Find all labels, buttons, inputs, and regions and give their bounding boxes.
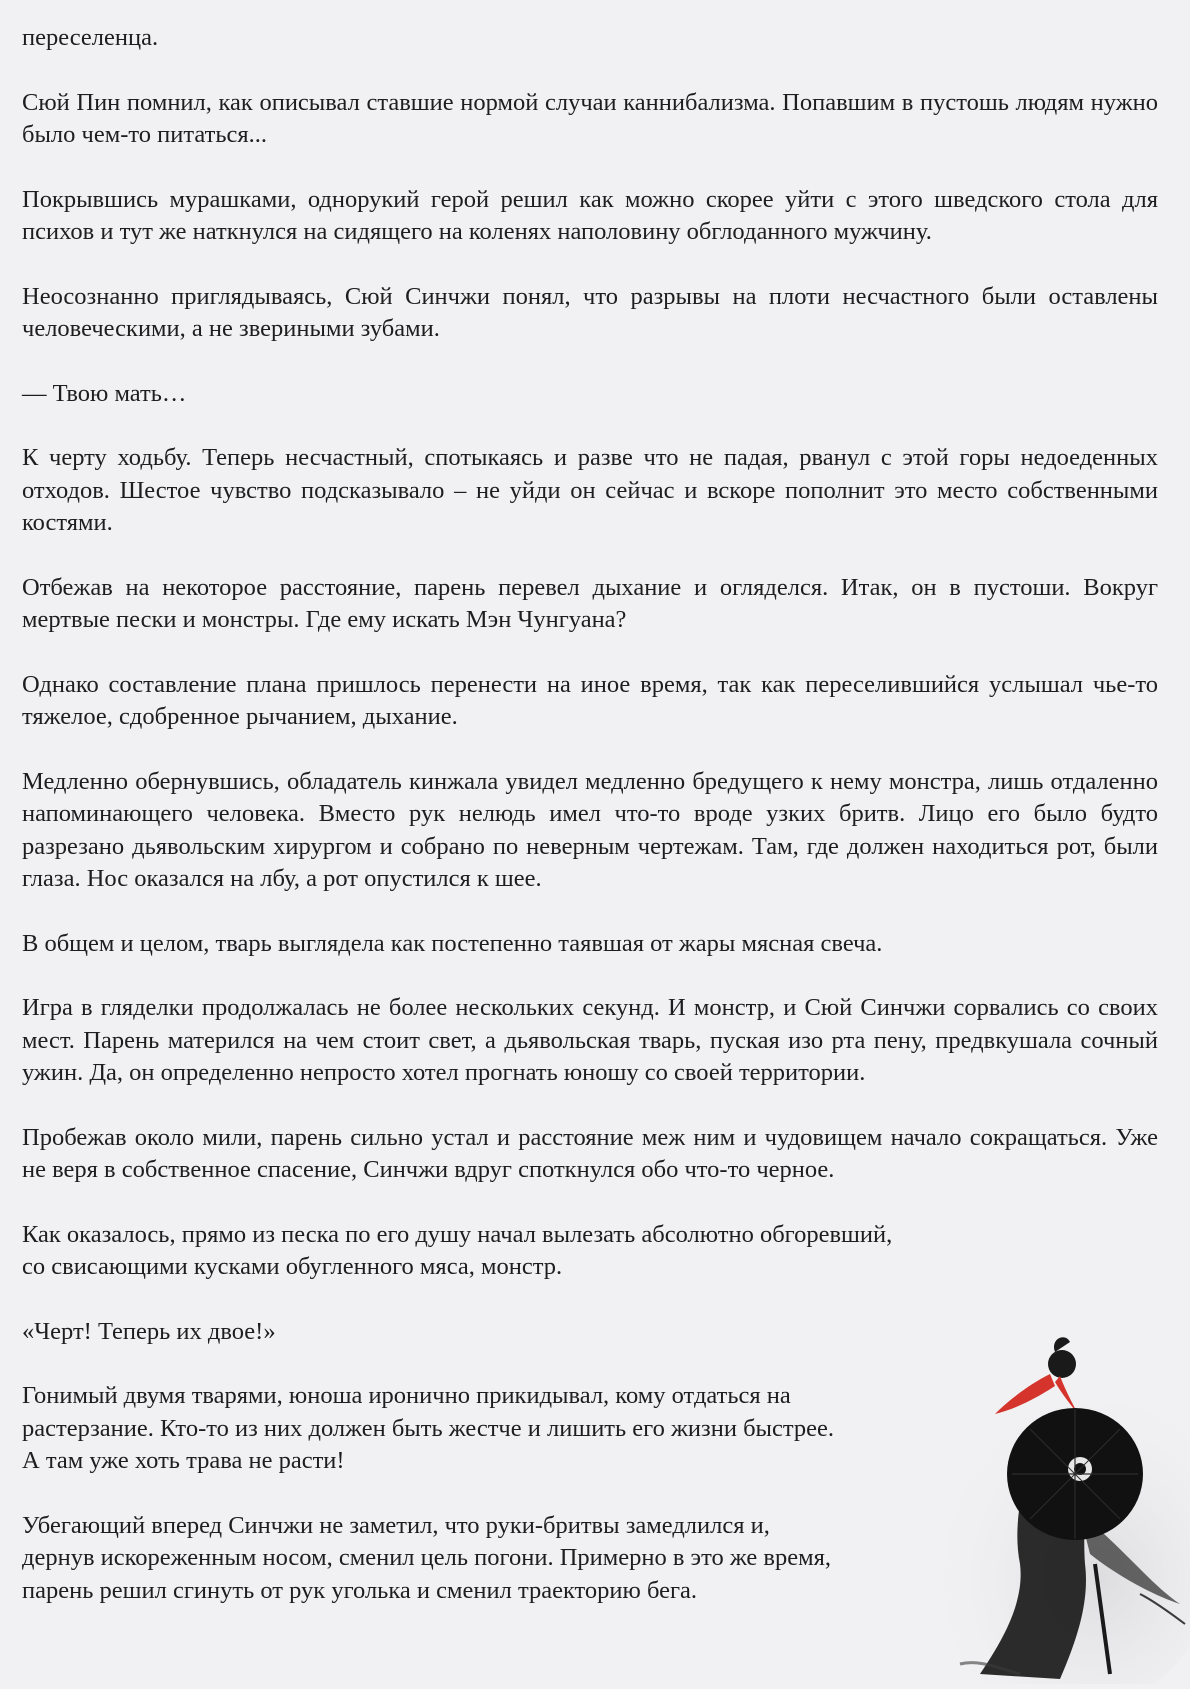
paragraph: Сюй Пин помнил, как описывал ставшие нормой случаи каннибализма. Попавшим в пустошь людям нужно было чем-то питаться... [22,88,1158,148]
paragraph: Как оказалось, прямо из песка по его душу начал вылезать абсолютно обгоревший, со свисающими кусками обугленного мяса, монстр. [22,1220,893,1280]
paragraph: Неосознанно приглядываясь, Сюй Синчжи понял, что разрывы на плоти несчастного были оставлены человеческими, а не звериными зубами. [22,282,1158,342]
paragraph: К черту ходьбу. Теперь несчастный, спотыкаясь и разве что не падая, рванул с этой горы недоеденных отходов. Шестое чувство подсказывало – не уйди он сейчас и вскоре пополнит это место собственными костями. [22,444,1158,536]
paragraph: Однако составление плана пришлось перенести на иное время, так как переселившийся услышал чье-то тяжелое, сдобренное рычанием, дыхание. [22,670,1158,730]
paragraph: Покрывшись мурашками, однорукий герой решил как можно скорее уйти с этого шведского стола для психов и тут же наткнулся на сидящего на коленях наполовину обглоданного мужчину. [22,185,1158,245]
paragraph: Игра в гляделки продолжалась не более нескольких секунд. И монстр, и Сюй Синчжи сорвались со своих мест. Парень матерился на чем стоит свет, а дьявольская тварь, пуская изо рта пену, предвкушала сочный ужин. Да, он определенно непросто хотел прогнать юношу со своей территории. [22,994,1158,1086]
paragraph-exclamation: — Твою мать… [22,379,187,407]
paragraph: Пробежав около мили, парень сильно устал и расстояние меж ним и чудовищем начало сокращаться. Уже не веря в собственное спасение, Синчжи вдруг споткнулся обо что-то черное. [22,1123,1158,1183]
paragraph-thought: «Черт! Теперь их двое!» [22,1317,276,1345]
paragraph: Медленно обернувшись, обладатель кинжала увидел медленно бредущего к нему монстра, лишь отдаленно напоминающего человека. Вместо рук нелюдь имел что-то вроде узких бритв. Лицо его было будто разрезано дьявольским хирургом и собрано по неверным чертежам. Там, где должен находиться рот, были глаза. Нос оказался на лбу, а рот опустился к шее. [22,767,1158,892]
paragraph: Отбежав на некоторое расстояние, парень перевел дыхание и огляделся. Итак, он в пустоши. Вокруг мертвые пески и монстры. Где ему искать Мэн Чунгуана? [22,573,1158,633]
warrior-with-hat-illustration-icon [900,1264,1190,1684]
paragraph: Убегающий вперед Синчжи не заметил, что руки-бритвы замедлился и, дернув искореженным носом, сменил цель погони. Примерно в это же время, парень решил сгинуть от рук уголька и сменил траекторию бега. [22,1511,832,1604]
paragraph: В общем и целом, тварь выглядела как постепенно таявшая от жары мясная свеча. [22,929,883,957]
paragraph: Гонимый двумя тварями, юноша иронично прикидывал, кому отдаться на растерзание. Кто-то из них должен быть жестче и лишить его жизни быстрее. А там уже хоть трава не расти! [22,1382,834,1474]
paragraph: переселенца. [22,24,159,51]
